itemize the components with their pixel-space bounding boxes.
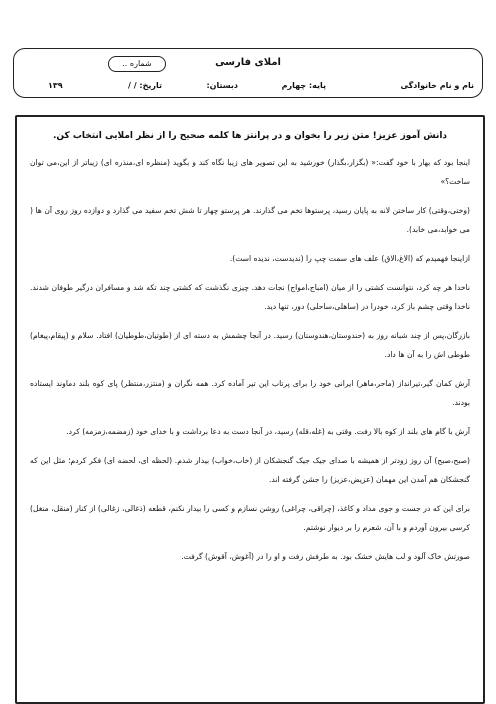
number-badge: شماره ..: [108, 56, 166, 72]
paragraph-5: بازرگان،پس از چند شبانه روز به (حندوستان،هندوستان) رسید. در آنجا چشمش به دسته ای از (طوتیان،طوطیان) افتاد. سلام و (پیقام،پیغام) طوطی اش را به آن ها داد.: [30, 331, 470, 359]
year-label: ۱۳۹: [48, 81, 63, 90]
page-title: املای فارسی: [215, 57, 281, 68]
paragraph-4: ناخدا هر چه کرد، نتوانست کشتی را از میان (امباج،امواج) نجات دهد. چیزی نگذشت که کشتی چند تکه شد و مسافران درگیر طوفان شدند. ناخدا وقتی چشم باز کرد، خودرا در (ساهلی،ساحلی) دور، تنها دید.: [30, 283, 470, 311]
paragraph-2: (وختی،وقتی) کار ساختن لانه به پایان رسید، پرستوها تخم می گذارند. هر پرستو چهار تا شش تخم سفید می گذارد و دوازده روز روی آن ها ( می خوابد،می خابد).: [30, 206, 470, 234]
date-label: تاریخ: / /: [128, 81, 162, 90]
paragraph-10: صورتش خاک آلود و لب هایش خشک بود. به طرفش رفت و او را در (آغوش، آقوش) گرفت.: [181, 552, 470, 561]
name-label: نام و نام خانوادگی: [400, 81, 474, 90]
paragraph-9: برای این که در جست و جوی مداد و کاغذ، (چراقی، چراغی) روشن نسازم و کسی را بیدار نکنم، قطعه (ذغالی، زغالی) از کنار (منقل، منغل) کرسی بیرون آوردم و با آن، شعرم را بر دیوار نوشتم.: [30, 504, 470, 532]
paragraph-8: (صبح،صبح) آن روز زودتر از همیشه با صدای جیک جیک گنجشکان از (خاب،خواب) بیدار شدم. (لحظه ای، لحضه ای) فکر کردم؛ مثل این که گنجشکان هم آمدن این مهمان (عزیض،عزیز) را جشن گرفته اند.: [30, 456, 470, 484]
paragraph-3: ازاینجا فهمیدم که (الاغ،الاق) علف های سمت چپ را (ندیدست، ندیده است).: [229, 254, 470, 263]
worksheet-body: [30, 129, 470, 576]
header-box: [13, 48, 483, 98]
school-label: دبستان:: [206, 81, 238, 90]
paragraph-1: اینجا بود که بهار با خود گفت:« (بگزار،بگذار) خورشید به این تصویر های زیبا نگاه کند و بگوید (منظره ای،منذره ای) زیباتر از این،می توان ساخت؟»: [30, 158, 470, 186]
paragraph-6: آرش کمان گیر،تیرانداز (ماحر،ماهر) ایرانی خود را برای پرتاب این تیر آماده کرد. همه نگران و (منتزر،منتظر) پای کوه بلند دماوند ایستاده بودند.: [30, 379, 470, 407]
grade-label: پایه: چهارم: [281, 81, 326, 90]
instruction: دانش آموز عزیز! متن زیر را بخوان و در پرانتز ها کلمه صحیح را از نظر املایی انتخاب کن.: [52, 131, 448, 141]
paragraph-7: آرش با گام های بلند از کوه بالا رفت. وقتی به (غله،قله) رسید، در آنجا دست به دعا برداشت و با خدای خود (زمضمه،زمزمه) کرد.: [66, 427, 470, 436]
